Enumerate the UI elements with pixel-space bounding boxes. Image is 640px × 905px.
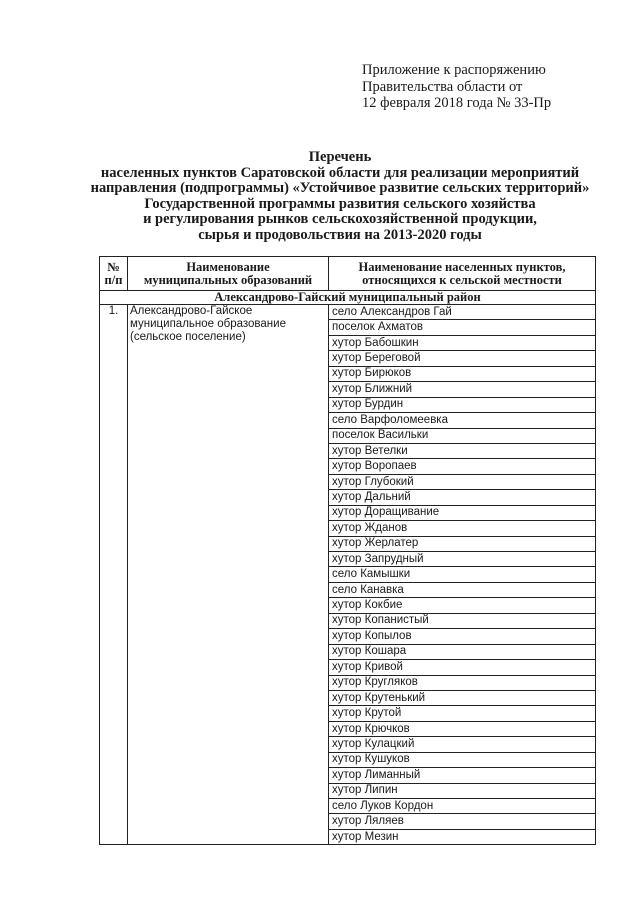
header-number: № п/п	[100, 257, 128, 291]
settlement-name: хутор Запрудный	[329, 552, 596, 567]
title-line: Государственной программы развития сельского хозяйства	[144, 195, 536, 212]
appendix-line: Приложение к распоряжению	[362, 62, 546, 78]
settlement-name: хутор Кокбие	[329, 598, 596, 613]
settlement-name: хутор Береговой	[329, 351, 596, 366]
appendix-line: 12 февраля 2018 года № 33-Пр	[362, 95, 552, 111]
settlement-name: хутор Кривой	[329, 660, 596, 675]
settlement-name: село Канавка	[329, 582, 596, 597]
settlement-name: поселок Васильки	[329, 428, 596, 443]
header-settlement: Наименование населенных пунктов, относящихся к сельской местности	[329, 257, 596, 291]
settlement-name: село Луков Кордон	[329, 799, 596, 814]
settlement-name: хутор Крутенький	[329, 690, 596, 705]
settlement-name: хутор Кулацкий	[329, 737, 596, 752]
appendix-note	[362, 62, 551, 112]
table-header-row	[100, 257, 596, 291]
settlement-name: хутор Копылов	[329, 629, 596, 644]
table-row	[100, 305, 596, 320]
district-row	[100, 291, 596, 305]
settlement-name: хутор Бирюков	[329, 366, 596, 381]
municipality-name: Александрово-Гайское муниципальное образование (сельское поселение)	[128, 305, 329, 845]
settlement-name: хутор Кошара	[329, 644, 596, 659]
settlement-name: хутор Липин	[329, 783, 596, 798]
settlement-name: хутор Бурдин	[329, 397, 596, 412]
title-line: сырья и продовольствия на 2013-2020 годы	[198, 226, 482, 243]
row-number: 1.	[100, 305, 128, 845]
settlement-name: хутор Мезин	[329, 829, 596, 844]
settlement-name: село Варфоломеевка	[329, 413, 596, 428]
settlement-name: хутор Жданов	[329, 521, 596, 536]
settlement-name: хутор Глубокий	[329, 474, 596, 489]
settlement-name: село Камышки	[329, 567, 596, 582]
settlement-name: хутор Жерлатер	[329, 536, 596, 551]
header-municipality: Наименование муниципальных образований	[128, 257, 329, 291]
settlement-name: хутор Бабошкин	[329, 335, 596, 350]
title-line: Перечень	[308, 149, 372, 165]
title-line: направления (подпрограммы) «Устойчивое развитие сельских территорий»	[90, 180, 590, 196]
appendix-line: Правительства области от	[362, 78, 523, 95]
settlement-name: хутор Ближний	[329, 382, 596, 397]
settlement-name: село Александров Гай	[329, 305, 596, 320]
title-line: и регулирования рынков сельскохозяйственной продукции,	[143, 211, 537, 227]
settlement-name: поселок Ахматов	[329, 320, 596, 335]
settlement-name: хутор Дальний	[329, 490, 596, 505]
settlement-name: хутор Воропаев	[329, 459, 596, 474]
settlement-name: хутор Кругляков	[329, 675, 596, 690]
settlement-name: хутор Доращивание	[329, 505, 596, 520]
settlement-name: хутор Крючков	[329, 721, 596, 736]
settlements-table	[99, 256, 596, 845]
settlement-name: хутор Ляляев	[329, 814, 596, 829]
settlement-name: хутор Крутой	[329, 706, 596, 721]
settlement-name: хутор Лиманный	[329, 768, 596, 783]
settlement-name: хутор Кушуков	[329, 752, 596, 767]
settlement-name: хутор Копанистый	[329, 613, 596, 628]
settlement-name: хутор Ветелки	[329, 443, 596, 458]
title-line: населенных пунктов Саратовской области для реализации мероприятий	[100, 164, 580, 181]
district-name: Александрово-Гайский муниципальный район	[100, 291, 596, 305]
document-title	[80, 150, 600, 243]
